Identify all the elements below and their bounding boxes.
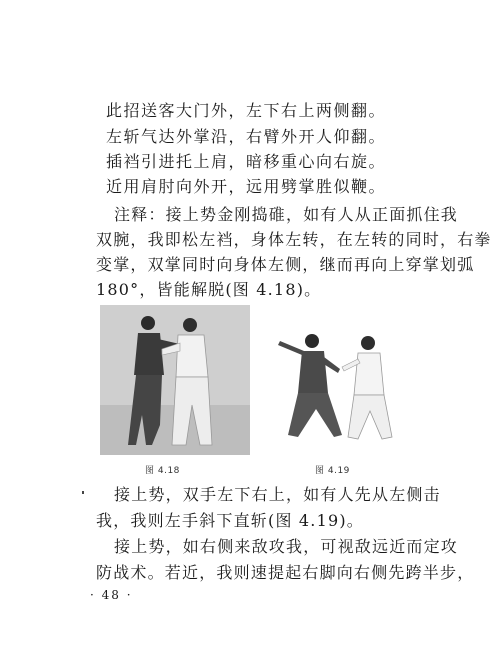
scan-mark (82, 491, 84, 494)
note-line-4: 180°，皆能解脱(图 4.18)。 (96, 280, 322, 299)
body-line-1: 接上势，双手左下右上，如有人先从左侧击 (114, 485, 441, 504)
note-line-3: 变掌，双掌同时向身体左侧，继而再向上穿掌划弧 (96, 255, 475, 274)
figure-4-19-caption: 图 4.19 (315, 466, 350, 476)
figure-4-19-photo (268, 305, 418, 455)
note-line-1: 注释：接上势金刚捣碓，如有人从正面抓住我 (114, 205, 459, 224)
poem-line-4: 近用肩肘向外开，远用劈掌胜似鞭。 (105, 177, 386, 196)
body-line-4: 防战术。若近，我则速提起右脚向右侧先跨半步， (96, 563, 475, 582)
figure-4-18-caption: 图 4.18 (145, 466, 180, 476)
figures-row (100, 305, 420, 485)
poem-line-1: 此招送客大门外，左下右上两侧翻。 (105, 101, 386, 120)
poem-line-3: 插裆引进托上肩，暗移重心向右旋。 (105, 152, 386, 171)
note-line-2: 双腕，我即松左裆，身体左转，在左转的同时，右拳 (96, 230, 492, 249)
body-line-2: 我，我则左手斜下直斩(图 4.19)。 (96, 511, 364, 530)
poem-line-2: 左斩气达外掌沿，右臂外开人仰翻。 (105, 127, 386, 146)
figure-4-18-photo (100, 305, 250, 455)
page-number: · 48 · (90, 588, 133, 602)
body-line-3: 接上势，如右侧来敌攻我，可视敌远近而定攻 (114, 537, 459, 556)
